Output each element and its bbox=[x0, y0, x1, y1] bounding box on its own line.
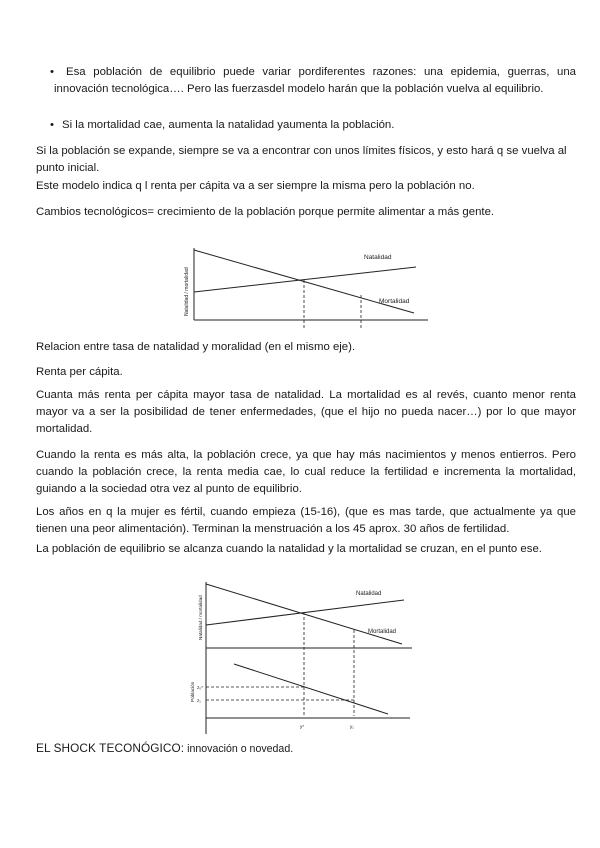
y-axis-label: Natalidad / mortalidad bbox=[184, 267, 190, 316]
paragraph-expansion: Si la población se expande, siempre se va a encontrar con unos límites físicos, y esto hará q se vuelva al punto inicial. bbox=[36, 145, 567, 174]
tick-z-star: z₀* bbox=[197, 685, 203, 690]
heading-title: EL SHOCK TECONÓGICO: bbox=[36, 741, 185, 755]
paragraph-income-natality: Cuanta más renta per cápita mayor tasa de natalidad. La mortalidad es al revés, cuanto menor renta mayor va a ser la posibilidad de tener enfermedades, (que el hijo no pueda nacer…) por lo que mayor mortalidad. bbox=[36, 389, 576, 435]
bullet-marker: • bbox=[50, 119, 54, 131]
natality-line bbox=[194, 267, 416, 292]
bullet-paragraph-equilibrium: Esa población de equilibrio puede variar pordiferentes razones: una epidemia, guerras, una innovación tecnológica…. Pero las fuerzasdel modelo harán que la población vuelva al equilibrio. bbox=[54, 66, 576, 95]
tick-z-one: z₁ bbox=[197, 698, 201, 703]
paragraph-income: Renta per cápita. bbox=[36, 366, 123, 378]
population-line bbox=[234, 664, 388, 714]
heading-rest: innovación o novedad. bbox=[184, 743, 294, 755]
paragraph-population-growth: Cuando la renta es más alta, la población crece, ya que hay más nacimientos y menos entierros. Pero cuando la población crece, la renta media cae, lo cual reduce la fertilidad e incrementa la mortalidad, guiando a la sociedad otra vez al punto de equilibrio. bbox=[36, 449, 576, 495]
mortality-label: Mortalidad bbox=[368, 629, 397, 635]
mortality-label: Mortalidad bbox=[379, 298, 410, 305]
paragraph-fertility-years: Los años en q la mujer es fértil, cuando empieza (15-16), (que es mas tarde, que actualmente ya que tienen una peor alimentación). Terminan la menstruación a los 45 aprox. 30 años de fertilidad. bbox=[36, 506, 576, 535]
natality-line bbox=[206, 600, 404, 625]
bullet-paragraph-mortality: Si la mortalidad cae, aumenta la natalidad yaumenta la población. bbox=[62, 119, 395, 131]
tick-y-one: y₁ bbox=[350, 724, 354, 729]
bullet-marker: • bbox=[50, 66, 54, 78]
paragraph-model: Este modelo indica q l renta per cápita va a ser siempre la misma pero la población no. bbox=[36, 180, 475, 192]
tick-y-star: y* bbox=[300, 724, 305, 729]
y-axis-label: Natalidad / mortalidad bbox=[198, 595, 203, 640]
natality-label: Natalidad bbox=[364, 254, 392, 261]
y-axis-label-lower: Población bbox=[190, 681, 195, 702]
paragraph-relation: Relacion entre tasa de natalidad y moralidad (en el mismo eje). bbox=[36, 341, 356, 353]
natality-label: Natalidad bbox=[356, 591, 382, 597]
paragraph-equilibrium-cross: La población de equilibrio se alcanza cuando la natalidad y la mortalidad se cruzan, en el punto ese. bbox=[36, 543, 542, 555]
section-heading bbox=[36, 741, 293, 755]
chart-natality-mortality bbox=[176, 240, 438, 334]
chart-equilibrium-population bbox=[182, 578, 422, 738]
paragraph-tech-change: Cambios tecnológicos= crecimiento de la población porque permite alimentar a más gente. bbox=[36, 206, 495, 218]
